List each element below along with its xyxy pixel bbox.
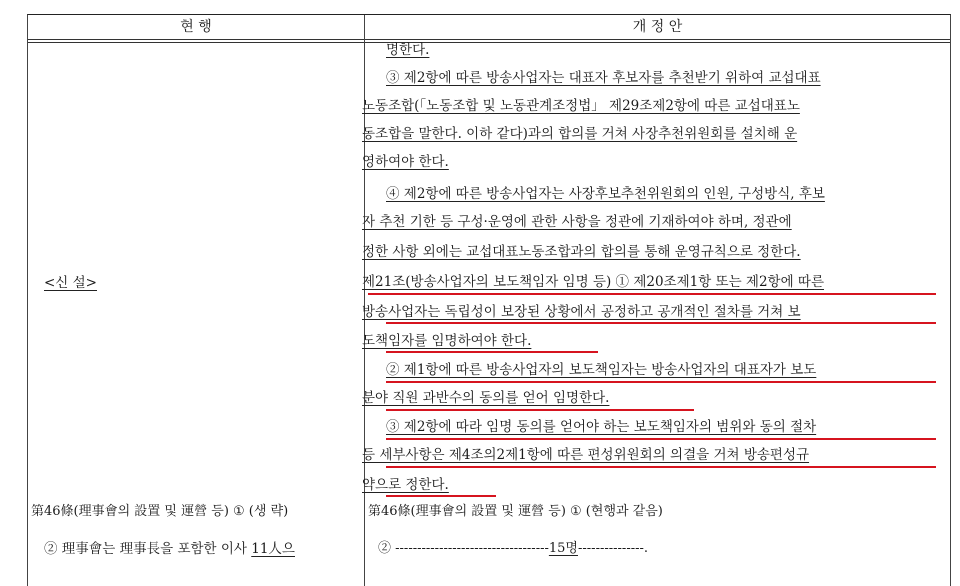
art46-heading-current: 第46條(理事會의 設置 및 運營 등) ① (생 략) [31, 504, 289, 519]
highlight-underline [386, 381, 936, 383]
amend-line-12: 분야 직원 과반수의 동의를 얻어 임명한다. [362, 390, 610, 406]
amend-line-3: 동조합을 말한다. 이하 같다)과의 합의를 거쳐 사장추천위원회를 설치해 운 [362, 126, 798, 142]
art46-para2-amended-prefix: ② [378, 541, 396, 556]
highlight-underline [368, 293, 936, 295]
art46-para2-current-prefix: ② 理事會는 理事長을 포함한 이사 [44, 541, 252, 557]
amend-line-1: ③ 제2항에 따른 방송사업자는 대표자 후보자를 추천받기 위하여 교섭대표 [386, 70, 821, 86]
highlight-underline [386, 409, 694, 411]
amend-line-8: 제21조(방송사업자의 보도책임자 임명 등) ① 제20조제1항 또는 제2항에 따른 [362, 274, 825, 290]
new-provision-mark: <신 설> [44, 275, 97, 291]
amend-line-14: 등 세부사항은 제4조의2제1항에 따른 편성위원회의 의결을 거쳐 방송편성규 [362, 447, 810, 463]
dash-fill-right: ---------------. [578, 541, 649, 556]
dash-fill-left: ----------------------------------- [395, 541, 549, 556]
column-header-amendment: 개 정 안 [632, 19, 683, 35]
art46-para2-amended [378, 540, 648, 558]
amend-line-13: ③ 제2항에 따라 임명 동의를 얻어야 하는 보도책임자의 범위와 동의 절차 [386, 419, 817, 435]
header-divider-double [28, 42, 950, 43]
highlight-underline [386, 495, 496, 497]
column-header-current: 현 행 [180, 19, 212, 35]
amend-line-4: 영하여야 한다. [362, 154, 449, 170]
amend-line-15: 약으로 정한다. [362, 477, 449, 493]
highlight-underline [386, 322, 936, 324]
highlight-underline [386, 438, 936, 440]
amend-line-6: 자 추천 기한 등 구성·운영에 관한 사항을 정관에 기재하여야 하며, 정관에 [362, 214, 792, 230]
amend-line-2: 노동조합(「노동조합 및 노동관계조정법」 제29조제2항에 따른 교섭대표노 [362, 98, 800, 114]
art46-heading-amended: 第46條(理事會의 設置 및 運營 등) ① (현행과 같음) [368, 504, 663, 519]
highlight-underline [386, 466, 936, 468]
amend-line-9: 방송사업자는 독립성이 보장된 상황에서 공정하고 공개적인 절차를 거쳐 보 [362, 304, 801, 320]
amend-line-7: 정한 사항 외에는 교섭대표노동조합과의 합의를 통해 운영규칙으로 정한다. [362, 244, 801, 260]
highlight-underline [386, 351, 598, 353]
amend-line-10: 도책임자를 임명하여야 한다. [362, 333, 532, 349]
amend-line-0: 명한다. [386, 42, 430, 58]
header-divider [28, 39, 950, 40]
amend-line-11: ② 제1항에 따른 방송사업자의 보도책임자는 방송사업자의 대표자가 보도 [386, 362, 817, 378]
art46-para2-current [44, 540, 295, 558]
art46-member-count-current: 11人으 [251, 541, 295, 557]
amend-line-5: ④ 제2항에 따른 방송사업자는 사장후보추천위원회의 인원, 구성방식, 후보 [386, 186, 825, 202]
art46-member-count-amended: 15명 [548, 541, 578, 556]
